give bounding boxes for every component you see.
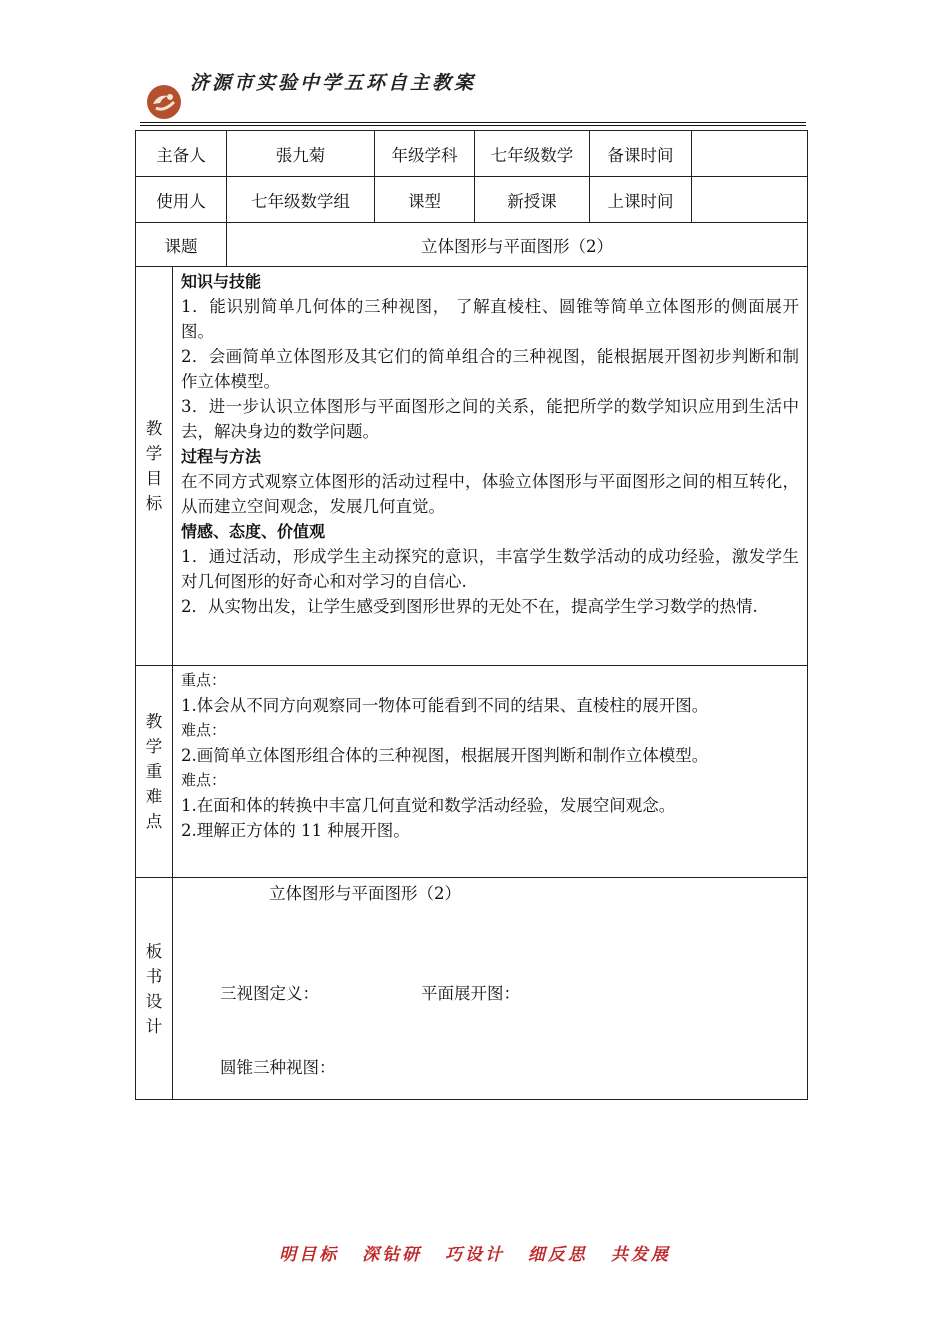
board-cone-views: 圆锥三种视图： [220, 1058, 336, 1077]
board-title: 立体图形与平面图形（2） [269, 884, 461, 903]
user-value: 七年级数学组 [227, 177, 375, 223]
header-rule [140, 122, 806, 123]
motto-item: 细反思 [527, 1245, 588, 1265]
prep-time-label: 备课时间 [590, 131, 692, 177]
goals-heading-process: 过程与方法 [181, 447, 262, 466]
motto-item: 共发展 [610, 1245, 671, 1265]
class-time-value [692, 177, 808, 223]
goals-attitude-1: 1．通过活动，形成学生主动探究的意识，丰富学生数学活动的成功经验，激发学生对几何图形的好奇心和对学习的自信心. [181, 547, 799, 591]
keypoints-line: 1.体会从不同方向观察同一物体可能看到不同的结果、直棱柱的展开图。 [181, 696, 709, 715]
school-logo-icon [146, 84, 182, 120]
lesson-type-value: 新授课 [475, 177, 590, 223]
board-three-views: 三视图定义： [220, 984, 319, 1003]
keypoints-line: 难点： [181, 721, 227, 739]
footer-motto [0, 1240, 950, 1265]
header-rule [140, 125, 806, 126]
keypoints-line: 难点： [181, 771, 227, 789]
topic-value: 立体图形与平面图形（2） [227, 223, 808, 267]
goals-heading-knowledge: 知识与技能 [181, 272, 262, 291]
keypoints-line: 1.在面和体的转换中丰富几何直觉和数学活动经验，发展空间观念。 [181, 796, 676, 815]
goals-heading-attitude: 情感、态度、价值观 [181, 522, 326, 541]
goals-attitude-2: 2．从实物出发，让学生感受到图形世界的无处不在，提高学生学习数学的热情. [181, 597, 758, 616]
goals-process-1: 在不同方式观察立体图形的活动过程中，体验立体图形与平面图形之间的相互转化，从而建立空间观念，发展几何直觉。 [181, 472, 799, 516]
board-label: 板 书 设 计 [136, 878, 173, 1100]
keypoints-line: 2.画简单立体图形组合体的三种视图，根据展开图判断和制作立体模型。 [181, 746, 709, 765]
board-net: 平面展开图： [421, 984, 520, 1003]
motto-item: 巧设计 [445, 1245, 505, 1265]
grade-subject-value: 七年级数学 [475, 131, 590, 177]
keypoints-label: 教 学 重 难 点 [136, 666, 173, 878]
topic-label: 课题 [136, 223, 227, 267]
keypoints-line: 2.理解正方体的 11 种展开图。 [181, 821, 410, 840]
grade-subject-label: 年级学科 [375, 131, 475, 177]
lesson-plan-table [135, 130, 808, 1100]
keypoints-line: 重点： [181, 671, 227, 689]
user-label: 使用人 [136, 177, 227, 223]
prep-time-value [692, 131, 808, 177]
preparer-label: 主备人 [136, 131, 227, 177]
goals-knowledge-2: 2．会画简单立体图形及其它们的简单组合的三种视图，能根据展开图初步判断和制作立体模型。 [181, 347, 799, 391]
goals-knowledge-1: 1．能识别简单几何体的三种视图， 了解直棱柱、圆锥等简单立体图形的侧面展开图。 [181, 297, 799, 341]
board-content [173, 878, 808, 1100]
goals-knowledge-3: 3．进一步认识立体图形与平面图形之间的关系，能把所学的数学知识应用到生活中去，解决身边的数学问题。 [181, 397, 799, 441]
page-header [140, 60, 806, 126]
goals-label: 教 学 目 标 [136, 267, 173, 666]
class-time-label: 上课时间 [590, 177, 692, 223]
goals-content [173, 267, 808, 666]
school-title: 济源市实验中学五环自主教案 [190, 72, 477, 94]
lesson-type-label: 课型 [375, 177, 475, 223]
motto-item: 深钻研 [362, 1245, 423, 1265]
motto-item: 明目标 [279, 1245, 340, 1265]
keypoints-content [173, 666, 808, 878]
preparer-value: 張九菊 [227, 131, 375, 177]
